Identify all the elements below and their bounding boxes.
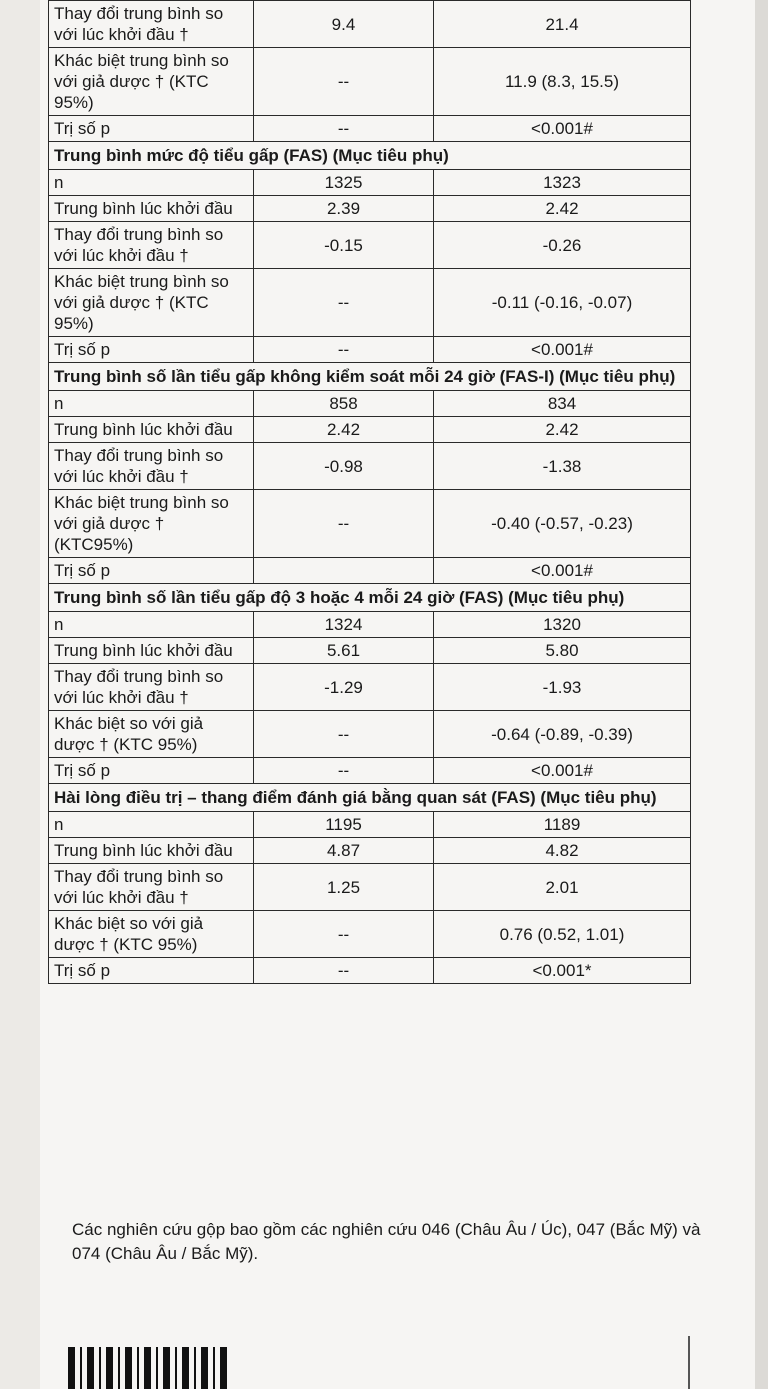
row-label: n <box>49 812 254 838</box>
row-label: Trung bình lúc khởi đầu <box>49 417 254 443</box>
placebo-value: 2.42 <box>254 417 434 443</box>
placebo-value: 9.4 <box>254 1 434 48</box>
row-label: n <box>49 170 254 196</box>
row-label: Trị số p <box>49 558 254 584</box>
table-row <box>49 116 691 142</box>
row-label: Khác biệt trung bình so với giả dược † (KTC 95%) <box>49 269 254 337</box>
mirabegron-value: 1323 <box>434 170 691 196</box>
mirabegron-value: 4.82 <box>434 838 691 864</box>
placebo-value: 1.25 <box>254 864 434 911</box>
table-row <box>49 443 691 490</box>
section-title: Trung bình mức độ tiểu gấp (FAS) (Mục tiêu phụ) <box>49 142 691 170</box>
table-row <box>49 558 691 584</box>
placebo-value: -1.29 <box>254 664 434 711</box>
table-row <box>49 48 691 116</box>
section-header-row <box>49 584 691 612</box>
row-label: Thay đổi trung bình so với lúc khởi đầu † <box>49 222 254 269</box>
row-label: n <box>49 391 254 417</box>
placebo-value: 1195 <box>254 812 434 838</box>
footnote: Các nghiên cứu gộp bao gồm các nghiên cứu 046 (Châu Âu / Úc), 047 (Bắc Mỹ) và 074 (Châu Âu / Bắc Mỹ). <box>72 1220 701 1263</box>
table-row <box>49 638 691 664</box>
table-row <box>49 417 691 443</box>
placebo-value: -0.15 <box>254 222 434 269</box>
table-row <box>49 391 691 417</box>
row-label: Khác biệt so với giả dược † (KTC 95%) <box>49 711 254 758</box>
row-label: Thay đổi trung bình so với lúc khởi đầu † <box>49 864 254 911</box>
mirabegron-value: 11.9 (8.3, 15.5) <box>434 48 691 116</box>
row-label: Khác biệt so với giả dược † (KTC 95%) <box>49 911 254 958</box>
mirabegron-value: 1189 <box>434 812 691 838</box>
table-row <box>49 337 691 363</box>
placebo-value: 5.61 <box>254 638 434 664</box>
table-row <box>49 911 691 958</box>
table-row <box>49 1 691 48</box>
row-label: Trị số p <box>49 116 254 142</box>
placebo-value: 858 <box>254 391 434 417</box>
mirabegron-value: -0.26 <box>434 222 691 269</box>
mirabegron-value: -1.38 <box>434 443 691 490</box>
mirabegron-value: <0.001# <box>434 337 691 363</box>
barcode <box>68 1347 232 1389</box>
row-label: n <box>49 612 254 638</box>
table-row <box>49 196 691 222</box>
placebo-value: -- <box>254 711 434 758</box>
placebo-value: -0.98 <box>254 443 434 490</box>
row-label: Trung bình lúc khởi đầu <box>49 838 254 864</box>
table-row <box>49 838 691 864</box>
table-row <box>49 170 691 196</box>
table-row <box>49 812 691 838</box>
results-table <box>48 0 691 984</box>
mirabegron-value: <0.001# <box>434 758 691 784</box>
placebo-value: 1324 <box>254 612 434 638</box>
placebo-value: 2.39 <box>254 196 434 222</box>
mirabegron-value: <0.001* <box>434 958 691 984</box>
mirabegron-value: 21.4 <box>434 1 691 48</box>
mirabegron-value: <0.001# <box>434 558 691 584</box>
mirabegron-value: 5.80 <box>434 638 691 664</box>
row-label: Khác biệt trung bình so với giả dược † (KTC95%) <box>49 490 254 558</box>
row-label: Thay đổi trung bình so với lúc khởi đầu † <box>49 443 254 490</box>
mirabegron-value: -0.64 (-0.89, -0.39) <box>434 711 691 758</box>
mirabegron-value: -0.11 (-0.16, -0.07) <box>434 269 691 337</box>
mirabegron-value: 2.42 <box>434 417 691 443</box>
section-header-row <box>49 784 691 812</box>
row-label: Khác biệt trung bình so với giả dược † (KTC 95%) <box>49 48 254 116</box>
row-label: Trị số p <box>49 758 254 784</box>
placebo-value <box>254 558 434 584</box>
page-edge <box>755 0 768 1389</box>
row-label: Thay đổi trung bình so với lúc khởi đầu † <box>49 1 254 48</box>
table-row <box>49 958 691 984</box>
mirabegron-value: 834 <box>434 391 691 417</box>
table-row <box>49 864 691 911</box>
placebo-value: -- <box>254 758 434 784</box>
table-row <box>49 269 691 337</box>
mirabegron-value: 1320 <box>434 612 691 638</box>
row-label: Thay đổi trung bình so với lúc khởi đầu † <box>49 664 254 711</box>
placebo-value: -- <box>254 116 434 142</box>
row-label: Trị số p <box>49 337 254 363</box>
section-title: Trung bình số lần tiểu gấp độ 3 hoặc 4 mỗi 24 giờ (FAS) (Mục tiêu phụ) <box>49 584 691 612</box>
placebo-value: -- <box>254 911 434 958</box>
mirabegron-value: 2.01 <box>434 864 691 911</box>
mirabegron-value: <0.001# <box>434 116 691 142</box>
row-label: Trị số p <box>49 958 254 984</box>
fold-line <box>688 1336 690 1389</box>
row-label: Trung bình lúc khởi đầu <box>49 638 254 664</box>
mirabegron-value: -0.40 (-0.57, -0.23) <box>434 490 691 558</box>
mirabegron-value: 0.76 (0.52, 1.01) <box>434 911 691 958</box>
section-header-row <box>49 363 691 391</box>
section-header-row <box>49 142 691 170</box>
section-title: Trung bình số lần tiểu gấp không kiểm soát mỗi 24 giờ (FAS-I) (Mục tiêu phụ) <box>49 363 691 391</box>
placebo-value: 1325 <box>254 170 434 196</box>
placebo-value: -- <box>254 490 434 558</box>
mirabegron-value: 2.42 <box>434 196 691 222</box>
placebo-value: -- <box>254 269 434 337</box>
placebo-value: -- <box>254 958 434 984</box>
table-row <box>49 711 691 758</box>
table-row <box>49 222 691 269</box>
placebo-value: 4.87 <box>254 838 434 864</box>
placebo-value: -- <box>254 48 434 116</box>
placebo-value: -- <box>254 337 434 363</box>
table-row <box>49 490 691 558</box>
mirabegron-value: -1.93 <box>434 664 691 711</box>
table-row <box>49 612 691 638</box>
row-label: Trung bình lúc khởi đầu <box>49 196 254 222</box>
table-row <box>49 758 691 784</box>
section-title: Hài lòng điều trị – thang điểm đánh giá bằng quan sát (FAS) (Mục tiêu phụ) <box>49 784 691 812</box>
table-row <box>49 664 691 711</box>
